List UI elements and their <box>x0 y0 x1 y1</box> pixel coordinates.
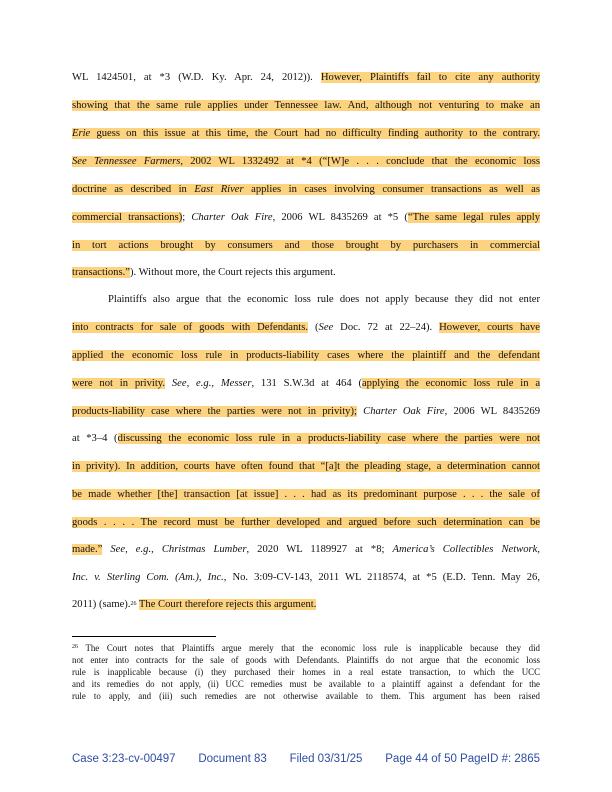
case-citation-italic: Inc. v. Sterling Com. (Am.), Inc. <box>72 572 224 583</box>
case-citation-italic: Christmas Lumber <box>161 544 247 555</box>
body-line <box>72 71 540 85</box>
text-run: ( <box>308 322 319 333</box>
highlighted-text: transactions.” <box>72 267 130 278</box>
highlighted-text <box>72 128 540 139</box>
page-footer <box>72 753 540 765</box>
case-citation-italic: See Tennessee Farmers <box>72 156 181 167</box>
signal-italic: See, e.g. <box>171 378 212 389</box>
signal-italic: See, e.g. <box>110 544 152 555</box>
highlighted-text: showing that the same rule applies under Tennessee law. And, although not venturing to make an <box>72 100 540 111</box>
highlighted-text: into contracts for sale of goods with Defendants. <box>72 322 309 333</box>
filed-date: Filed 03/31/25 <box>289 753 363 765</box>
case-citation-italic: Charter Oak Fire <box>363 406 445 417</box>
footnote-line <box>72 667 540 678</box>
footnote-marker: 26 <box>72 644 78 650</box>
body-line <box>72 349 540 363</box>
text-run: , <box>211 378 221 389</box>
body-line <box>72 488 540 502</box>
text-run: WL 1424501, at *3 (W.D. Ky. Apr. 24, 2012)). <box>72 72 321 83</box>
highlighted-text: were not in privity. <box>72 378 166 389</box>
highlighted-text: discussing the economic loss rule in a products-liability case where the parties were not <box>117 433 540 444</box>
highlighted-text: applied the economic loss rule in products-liability cases where the plaintiff and the defendant <box>72 350 540 361</box>
body-line <box>72 239 540 253</box>
case-number: Case 3:23-cv-00497 <box>72 753 176 765</box>
footnote-text: The Court notes that Plaintiffs argue merely that the economic loss rule is inapplicable because they did <box>78 643 540 653</box>
highlighted-text: in privity). In addition, courts have often found that “[a]t the pleading stage, a determination cannot <box>72 461 540 472</box>
text-run: , <box>151 544 162 555</box>
body-line <box>72 571 540 585</box>
case-citation-italic: East River <box>194 184 244 195</box>
text-run: 2011) (same). <box>72 599 131 610</box>
footnote-divider <box>72 636 216 637</box>
body-line <box>72 155 540 169</box>
highlighted-text: be made whether [the] transaction [at issue] . . . had as its predominant purpose . . . the sale of <box>72 489 540 500</box>
body-line <box>72 543 540 557</box>
footnote-line <box>72 643 540 654</box>
text-run: , No. 3:09-CV-143, 2011 WL 2118574, at *5 (E.D. Tenn. May 26, <box>223 572 540 583</box>
text-run: , 2006 WL 8435269 <box>444 406 540 417</box>
footnote-line <box>72 655 540 666</box>
text-run: , 2006 WL 8435269 at *5 ( <box>272 212 408 223</box>
footnote-text: rule is inapplicable because (i) they purchased their homes in a real estate transaction, to which the UCC <box>72 667 540 677</box>
body-line <box>72 266 540 280</box>
highlighted-text: The Court therefore rejects this argument. <box>138 599 317 610</box>
body-line <box>72 211 540 225</box>
page-info: Page 44 of 50 PageID #: 2865 <box>385 753 540 765</box>
footnote-reference[interactable]: 26 <box>130 601 137 607</box>
footnote-text: rule to apply, and (iii) such remedies are not otherwise available to them. This argument has been raised <box>72 691 540 701</box>
highlighted-text: goods . . . . The record must be further developed and argued before such determination can be <box>72 517 540 528</box>
text-run <box>165 378 172 389</box>
text-run: doctrine as described in <box>72 184 195 195</box>
text-run: applies in cases involving consumer transactions as well as <box>243 184 540 195</box>
body-line <box>72 321 540 335</box>
text-run: ; <box>182 212 192 223</box>
footnote-line <box>72 691 540 702</box>
body-line <box>108 293 540 307</box>
body-line <box>72 127 540 141</box>
body-line <box>72 377 540 391</box>
body-line <box>72 598 540 612</box>
highlighted-text: commercial transactions) <box>72 212 183 223</box>
text-run: guess on this issue at this time, the Court had no difficulty finding authority to the contrary. <box>90 128 540 139</box>
text-run: , 2002 WL 1332492 at *4 (“[W]e . . . conclude that the economic loss <box>180 156 540 167</box>
case-citation-italic: Erie <box>72 128 91 139</box>
footnote-text: and its remedies do not apply, (ii) UCC remedies must be available to a plaintiff against a defendant for the <box>72 679 540 689</box>
highlighted-text: products-liability case where the parties were not in privity); <box>72 406 357 417</box>
highlighted-text <box>72 184 540 195</box>
case-citation-italic: America’s Collectibles Network, <box>392 544 540 555</box>
body-line <box>72 99 540 113</box>
document-number: Document 83 <box>198 753 267 765</box>
highlighted-text: However, Plaintiffs fail to cite any authority <box>320 72 540 83</box>
body-line <box>72 460 540 474</box>
case-citation-italic: Messer <box>220 378 252 389</box>
text-run: ). Without more, the Court rejects this argument. <box>129 267 336 278</box>
body-line <box>72 432 540 446</box>
text-run: at *3–4 ( <box>72 433 118 444</box>
text-run: , 131 S.W.3d at 464 ( <box>251 378 362 389</box>
signal-italic: See <box>318 322 334 333</box>
case-citation-italic: Charter Oak Fire <box>191 212 273 223</box>
highlighted-text <box>72 156 540 167</box>
body-line <box>72 516 540 530</box>
text-run: Doc. 72 at 22–24). <box>333 322 440 333</box>
highlighted-text: However, courts have <box>439 322 540 333</box>
highlighted-text: “The same legal rules apply <box>407 212 540 223</box>
text-run: , 2020 WL 1189927 at *8; <box>246 544 393 555</box>
body-line <box>72 183 540 197</box>
highlighted-text: applying the economic loss rule in a <box>361 378 541 389</box>
body-line <box>72 405 540 419</box>
footnote-line <box>72 679 540 690</box>
highlighted-text: in tort actions brought by consumers and those brought by purchasers in commercial <box>72 240 540 251</box>
highlighted-text: made.” <box>72 544 103 555</box>
footnote-text: not enter into contracts for the sale of goods with Defendants. Plaintiffs do not argue that the economic loss <box>72 655 540 665</box>
text-run: Plaintiffs also argue that the economic loss rule does not apply because they did not enter <box>108 294 540 305</box>
